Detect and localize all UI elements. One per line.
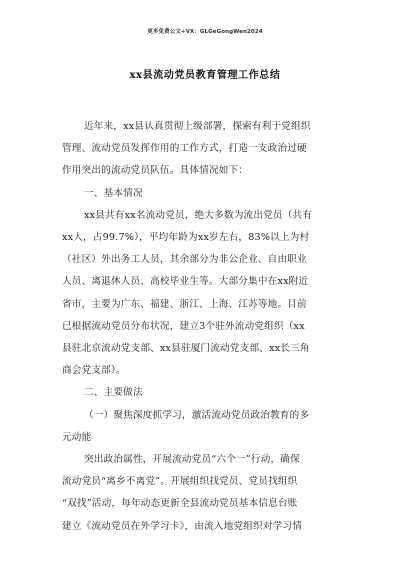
body-line: 建立《流动党员在外学习卡》，由流入地党组织对学习情 [62, 520, 303, 532]
body-line: 商会党支部）。 [62, 365, 126, 377]
body-line: 人员、离退休人员、高校毕业生等。大部分集中在xx附近 [62, 276, 309, 288]
body-line: 作用突出的流动党员队伍。具体情况如下： [62, 165, 249, 177]
body-line: 突出政治属性，开展流动党员“六个一”行动，确保 [84, 454, 300, 466]
body-line: （社区）外出务工人员，其余部分为非公企业、自由职业 [62, 254, 307, 266]
body-line: “双找”活动，每年动态更新全县流动党员基本信息台账 [62, 498, 298, 510]
body-line: 二、主要做法 [84, 387, 143, 399]
header-note: 更多免费公文+VX：GLGeGongWen2024 [147, 29, 263, 35]
body-line: 近年来，xx县认真贯彻上级部署，探索有利于党组织 [84, 121, 311, 132]
document-body [62, 116, 352, 538]
body-line: 元动能 [62, 431, 92, 443]
body-line: xx人，占99.7%），平均年龄为xx岁左右，83%以上为村 [62, 232, 310, 244]
body-line: 县驻北京流动党支部、xx县驻厦门流动党支部、xx长三角 [62, 343, 310, 355]
body-line: 已根据流动党员分布状况，建立3个驻外流动党组织（xx [62, 320, 305, 332]
body-line: xx县共有xx名流动党员，绝大多数为流出党员（共有 [84, 209, 313, 221]
body-line: 省市，主要为广东、福建、浙江、上海、江苏等地。目前 [62, 298, 307, 310]
document-title: xx县流动党员教育管理工作总结 [129, 70, 281, 81]
body-line: （一）聚焦深度抓学习，激活流动党员政治教育的多 [84, 409, 310, 421]
body-line: 一、基本情况 [84, 187, 143, 199]
body-line: 流动党员“离乡不离党”。开展组织找党员、党员找组织 [62, 476, 298, 488]
body-line: 管理、流动党员发挥作用的工作方式，打造一支政治过硬 [62, 143, 307, 155]
